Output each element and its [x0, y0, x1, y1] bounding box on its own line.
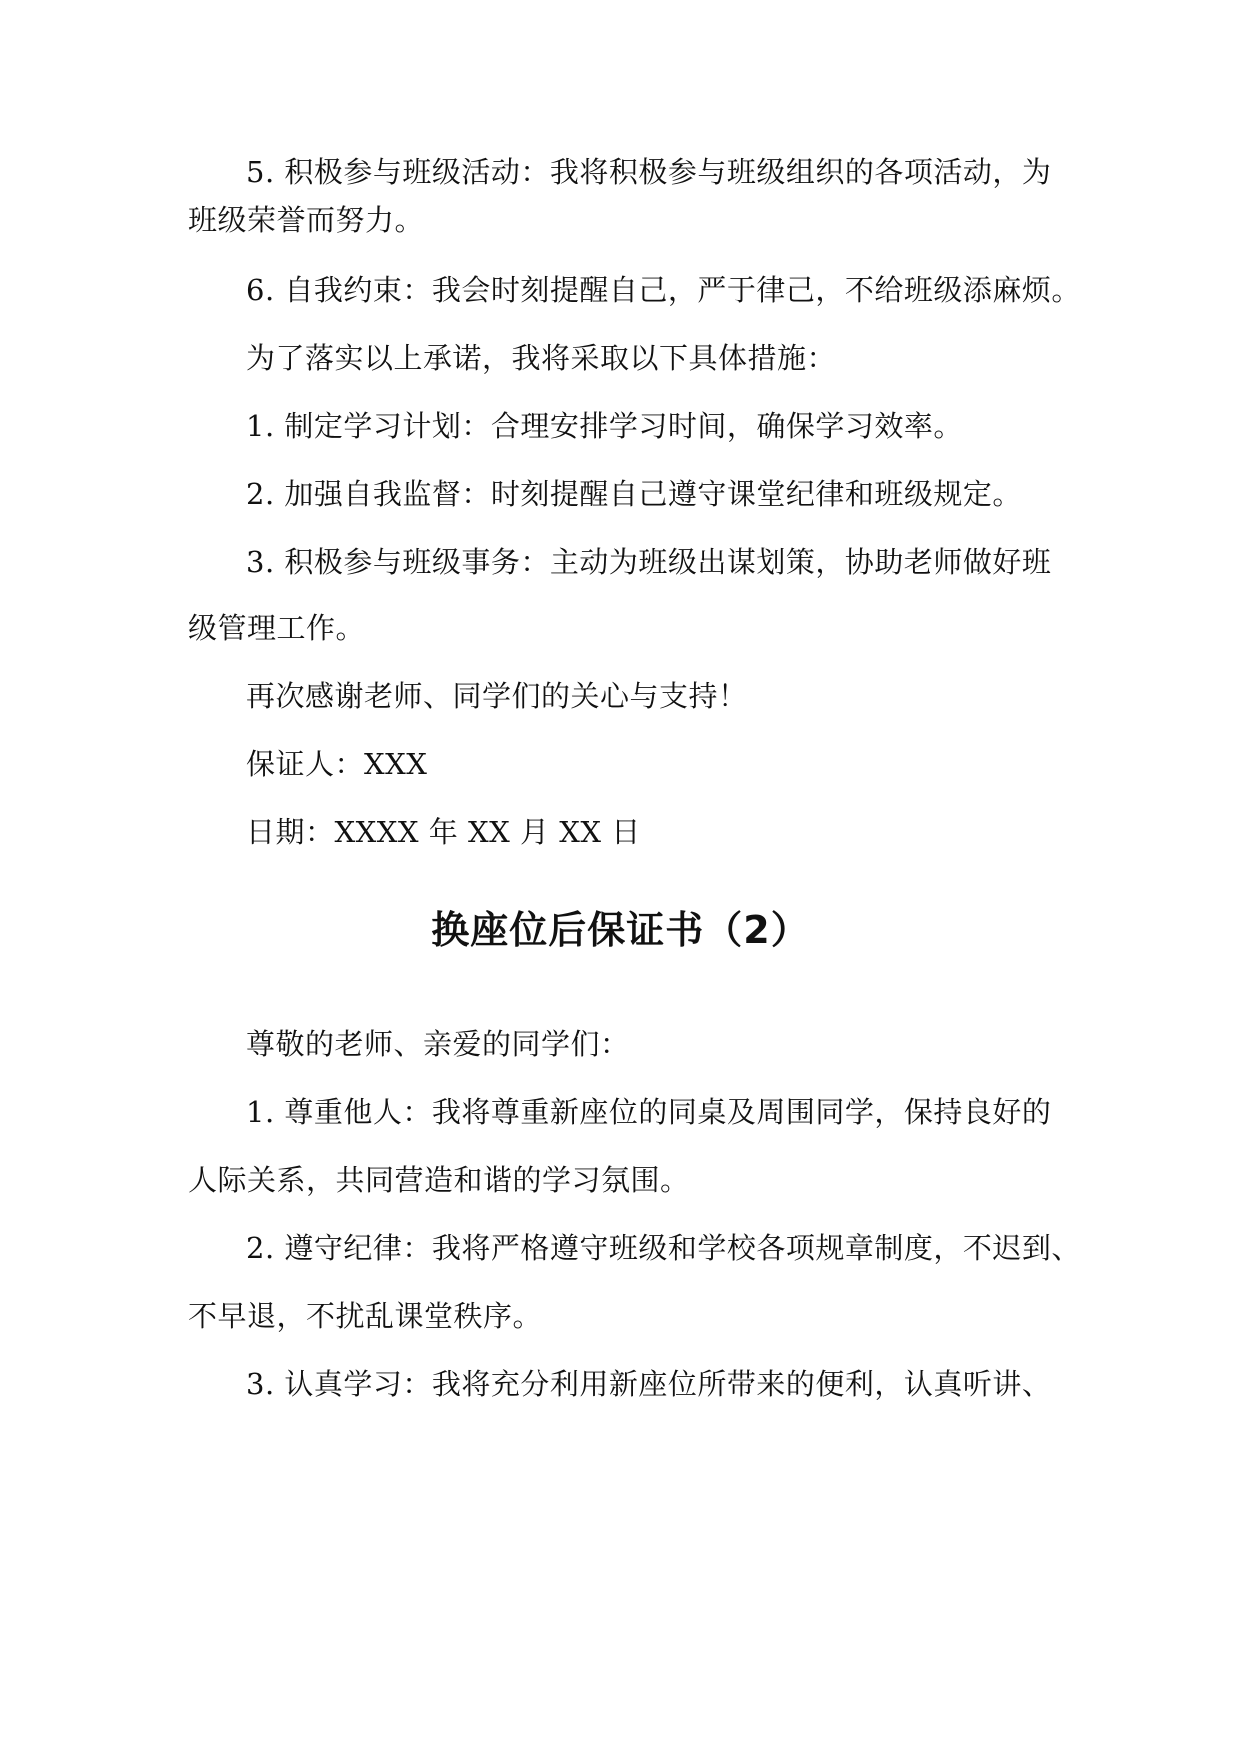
item-2-line-2: 不早退，不扰乱课堂秩序。: [188, 1299, 543, 1333]
item-6: 6. 自我约束：我会时刻提醒自己，严于律己，不给班级添麻烦。: [246, 273, 1081, 307]
salutation: 尊敬的老师、亲爱的同学们：: [246, 1027, 630, 1061]
measure-2: 2. 加强自我监督：时刻提醒自己遵守课堂纪律和班级规定。: [246, 477, 1022, 511]
thanks-line: 再次感谢老师、同学们的关心与支持！: [246, 679, 748, 713]
guarantor-line: 保证人：XXX: [246, 747, 428, 781]
date-line: 日期：XXXX 年 XX 月 XX 日: [246, 815, 641, 849]
measure-3-line-1: 3. 积极参与班级事务：主动为班级出谋划策，协助老师做好班: [246, 545, 1052, 579]
measure-3-line-2: 级管理工作。: [188, 611, 366, 645]
item-3-line-1: 3. 认真学习：我将充分利用新座位所带来的便利，认真听讲、: [246, 1367, 1052, 1401]
item-1-line-2: 人际关系，共同营造和谐的学习氛围。: [188, 1163, 690, 1197]
item-5-line-1: 5. 积极参与班级活动：我将积极参与班级组织的各项活动，为: [246, 155, 1052, 189]
measures-intro: 为了落实以上承诺，我将采取以下具体措施：: [246, 341, 837, 375]
item-5-line-2: 班级荣誉而努力。: [188, 203, 425, 237]
item-2-line-1: 2. 遵守纪律：我将严格遵守班级和学校各项规章制度，不迟到、: [246, 1231, 1081, 1265]
measure-1: 1. 制定学习计划：合理安排学习时间，确保学习效率。: [246, 409, 963, 443]
section-title: 换座位后保证书（2）: [431, 908, 810, 952]
item-1-line-1: 1. 尊重他人：我将尊重新座位的同桌及周围同学，保持良好的: [246, 1095, 1052, 1129]
